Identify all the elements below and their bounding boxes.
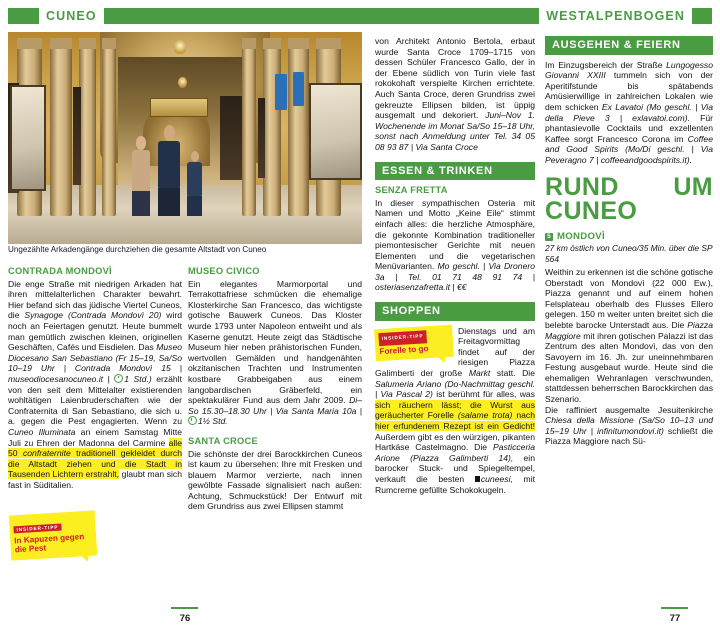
text-italic: cuneesi, <box>480 473 513 484</box>
running-head-left-bar-end <box>104 8 360 24</box>
heading-contrada-mondovi: CONTRADA MONDOVÌ <box>8 266 112 276</box>
photo-column <box>79 38 97 216</box>
arcade-photo <box>8 32 362 244</box>
photo-column <box>102 38 116 216</box>
section-banner-shoppen: SHOPPEN <box>375 302 535 321</box>
paragraph-santa-croce: Die schönste der drei Barockkirchen Cuneos ist kaum zu übersehen: Ihre mit Fresken und blauem Marmor verzierte, nach innen gewölbte Fassade signalisiert nach außen: Achtung, Schmuckstück! Der Entwurf mit dem Grundriss aus zwei Ellipsen stammt <box>188 448 362 512</box>
insider-tip-1-label: INSIDER-TIPP <box>13 523 61 533</box>
insider-tip-1-bubble <box>9 510 98 560</box>
insider-tip-1 <box>10 513 96 558</box>
text-run: wird noch an Feiertagen genutzt. Heute bummelt man gemütlich zwischen kleinen, originellen Geschäften, Cafés und Eisdielen. Das <box>8 310 182 353</box>
text-run: erzählt von den seit dem Mittelalter existierenden wohltätigen Laienbruderschaften wie der Confraternita di San Sebastiano, die sich u. a. gegen die Pest engagierten. Wenn zu <box>8 373 182 427</box>
place-heading-mondovi <box>545 232 713 243</box>
running-head-left <box>8 8 360 24</box>
paragraph-ausgehen-feiern <box>545 60 713 166</box>
running-head-left-title: CUNEO <box>46 9 97 23</box>
text-run: Die raffiniert ausgemalte Jesuitenkirche <box>545 404 713 415</box>
text-italic: Museo Diocesano San Sebastiano (Fr 15–19, Sa/So 10–19 Uhr | Contrada Mondovì 15 | museodiocesanocuneo.it | <box>8 342 182 384</box>
section-banner-essen-trinken: ESSEN & TRINKEN <box>375 162 535 181</box>
text-italic: Chiesa della Missione (Sa/So 10–13 und 15–19 Uhr | infinitumondovi.it) <box>545 415 713 436</box>
column-4-body <box>545 36 713 447</box>
photo-shop-window <box>10 85 46 191</box>
highlighted-text: alle 50 <box>8 437 182 459</box>
heading-museo-civico: MUSEO CIVICO <box>188 266 260 276</box>
text-run: In dieser sympathischen Osteria mit Namen und Motto „Keine Eile“ stimmt einfach alles: die herzliche Atmosphäre, die gekonnte Kombination traditioneller piemontesischer Gerichte mit neuen Elementen und die vegetarischen Menüvarianten. <box>375 197 535 272</box>
photo-pedestrian <box>132 136 150 217</box>
section-banner-ausgehen-feiern: AUSGEHEN & FEIERN <box>545 36 713 55</box>
highlighted-text: sich räuchern lässt; die Wurst aus geräucherter Forelle <box>375 399 535 421</box>
running-head-right-bar-end <box>692 8 712 24</box>
text-run: Ein elegantes Marmorportal und Terrakottafriese schmücken die ehemalige Klosterkirche San Francesco, das wichtigste gotische Bauwerk Cuneos. Das Kloster wurde 1793 unter Napoleon entweiht und als Kaserne genutzt. Heute zeigt das Städtische Museum hier neben prähistorischen Funden, wertvollen Gemälden und handgenähten okzitanischen Trachten und Instrumenten kostbare Grabbeigaben aus einem langobardischen Gräberfeld, ein spektakulärer Fund aus dem Jahr 2009. <box>188 278 362 406</box>
text-run: Für phantasievolle Cocktails und exzellenten Kaffee sorgt Francesco Corona im <box>545 112 713 144</box>
text-run: Außerdem gibt es den würzigen, pikanten Hartkäse Castelmagno. Die <box>375 431 535 453</box>
paragraph-museo-civico <box>188 279 362 427</box>
text-run: mit ihren gotischen Palazzi ist das Zentrum des alten Mondovì, das von den Savoyern im 16. Jh. zur uneinnehmbaren Festung ausgebaut wurde. Heute sind die ehemaligen Wehranlagen verschwunden, stattdessen beherrschen Barockkirchen das Szenario. <box>545 330 713 405</box>
page-rule-left <box>171 607 198 609</box>
paragraph-shoppen <box>375 326 535 496</box>
text-italic: Cuneo Illuminata <box>8 426 76 437</box>
text-italic: Mo geschl. | Via Dronero 3a | Tel. 01 71 48 91 74 | osteriasenzafretta.it | €€ <box>375 261 536 293</box>
photo-hanging-lamp <box>174 40 186 54</box>
text-italic: Piazza Maggiore <box>545 319 713 341</box>
place-subtitle: 27 km östlich von Cuneo/35 Min. über die SP 564 <box>545 243 713 264</box>
text-italic: Di–So 15.30–18.30 Uhr | Via Santa Maria 10a | <box>188 395 362 416</box>
column-3-body <box>375 36 535 495</box>
place-number-badge: 5 <box>545 233 553 241</box>
column-2-body <box>188 266 362 512</box>
text-italic: Salumeria Ariano (Do-Nachmittag geschl. | Via Pascal 2) <box>375 378 535 400</box>
text-italic: Lungogesso Giovanni XXIII <box>545 59 713 81</box>
page-number-right: 77 <box>669 612 681 623</box>
text-italic: 1 Std.) <box>124 373 152 384</box>
text-italic: Pasticceria Arione (Piazza Galimberti 14), <box>375 442 535 463</box>
paragraph-mondovi-1 <box>545 267 713 405</box>
text-italic: Synagoge (Contrada Mondovì 20) <box>24 310 162 321</box>
photo-shop-sign <box>150 98 209 117</box>
insider-tip-2-label: INSIDER-TIPP <box>378 330 426 345</box>
paragraph-contrada-mondovi <box>8 279 182 491</box>
text-run: Die enge Straße mit niedrigen Arkaden hat ihren mittelalterlichen Charakter bewahrt. Hier befand sich das jüdische Viertel Cuneos, die <box>8 278 182 321</box>
text-run: tummeln sich von der Aperitifstunde bis spätabends Amüsierwillige in zahlreichen Lokalen wie dem schicken <box>545 70 713 112</box>
page-number-left: 76 <box>179 612 191 623</box>
text-run: Weithin zu erkennen ist die schöne gotische Oberstadt von Mondovì (22 000 Ew.), Piazza genannt und auf einem hohen Felsplateau oberhalb des Flusses Ellero gelegen. 150 m weiter unten breitet sich die belebte barocke Unterstadt aus. Die <box>545 266 713 330</box>
heading-senza-fretta: SENZA FRETTA <box>375 185 448 196</box>
photo-shop-window <box>309 83 362 180</box>
clock-icon <box>114 374 123 383</box>
running-head-left-bar-start <box>8 8 39 24</box>
text-run: ein barocker Stuck- und Spiegeltempel, verkauft die besten <box>375 452 535 484</box>
text-run: ist berühmt für alles, was <box>432 389 535 400</box>
photo-shop-opening <box>73 87 80 185</box>
photo-column <box>242 38 256 216</box>
text-run: Dienstags und am Freitagvormittag findet auf der riesigen Piazza Galimberti der große <box>375 325 535 379</box>
text-run: glaubt man sich fast in Süditalien. <box>8 469 182 490</box>
photo-column <box>263 38 281 216</box>
text-italic: Markt <box>468 368 491 379</box>
square-marker-icon <box>475 476 480 482</box>
running-head-right-bar-start <box>360 8 539 24</box>
insider-tip-2 <box>375 327 453 359</box>
text-run: mit Rumcreme gefüllte Schokokugeln. <box>375 473 535 495</box>
photo-shop-opening <box>258 98 265 179</box>
insider-tip-2-tail <box>437 354 447 363</box>
insider-tip-1-text: In Kapuzen gegen die Pest <box>13 532 85 555</box>
insider-tip-2-bubble <box>374 324 454 361</box>
highlighted-italic: confraternite <box>22 448 71 459</box>
insider-tip-1-tail <box>80 553 90 562</box>
heading-santa-croce: SANTA CROCE <box>188 435 258 446</box>
text-italic: Juni–Nov 1. Wochenende im Monat Sa/So 15–18 Uhr, sonst nach Anmeldung unter Tel. 34 05 08 93 87 | Via Santa Croce <box>375 110 535 152</box>
text-run: an einem Samstag Mitte Juli zu Ehren der Madonna del Carmine <box>8 426 182 448</box>
running-head-right <box>360 8 712 24</box>
photo-column <box>288 38 309 216</box>
photo-hanging-lamp-far <box>178 77 187 88</box>
photo-column <box>50 38 71 216</box>
text-run: Im Einzugsbereich der Straße <box>545 59 667 70</box>
highlighted-italic: (salame trota) <box>457 410 513 421</box>
text-italic: Coffee and Good Spirits (Mo/Di geschl. | Via Peveragno 7 | coffeeandgoodspirits.it). <box>545 133 713 165</box>
text-italic: Ex Lavatoi (Mo geschl. | Via della Pieve 3 | exlavatoi.com). <box>545 101 713 123</box>
photo-banner <box>275 74 287 110</box>
photo-caption: Ungezählte Arkadengänge durchziehen die gesamte Altstadt von Cuneo <box>8 245 267 254</box>
photo-shop-opening <box>220 96 241 181</box>
big-heading-rund-um-cuneo: RUND UM CUNEO <box>545 172 713 225</box>
text-run: statt. Die <box>490 368 535 379</box>
photo-banner <box>293 72 304 106</box>
photo-pedestrian <box>187 151 203 217</box>
highlighted-text: nach hier erfundenem Rezept ist ein Gedicht! <box>375 410 535 431</box>
running-head-right-title: WESTALPENBOGEN <box>546 9 685 23</box>
paragraph-senza-fretta <box>375 198 535 293</box>
text-run: von Architekt Antonio Bertola, erbaut wurde Santa Croce 1709–1715 von dessen Schüler Francesco Gallo, der in der Ebene südlich von Turin viele fast rokokohaft verspielte Kirchen errichtete. Auch Santa Croce, deren Grundriss zwei gekreuzte Ellipsen bilden, ist üppig ausgemalt und dekoriert. <box>375 36 535 121</box>
text-run: schließt die Piazza Maggiore nach Sü- <box>545 425 713 447</box>
page-rule-right <box>661 607 688 609</box>
column-1-body <box>8 266 182 490</box>
photo-pedestrian <box>158 125 180 216</box>
text-italic: 1½ Std. <box>198 416 228 427</box>
insider-tip-2-text: Forelle to go <box>379 343 429 356</box>
place-name: MONDOVÌ <box>557 230 605 242</box>
paragraph-santa-croce-cont <box>375 36 535 153</box>
clock-icon <box>188 416 197 425</box>
paragraph-mondovi-2 <box>545 405 713 447</box>
highlighted-text: traditionell gekleidet durch die Altstadt ziehen und die Stadt in Tausenden Lichtern erstrahlt, <box>8 448 183 480</box>
